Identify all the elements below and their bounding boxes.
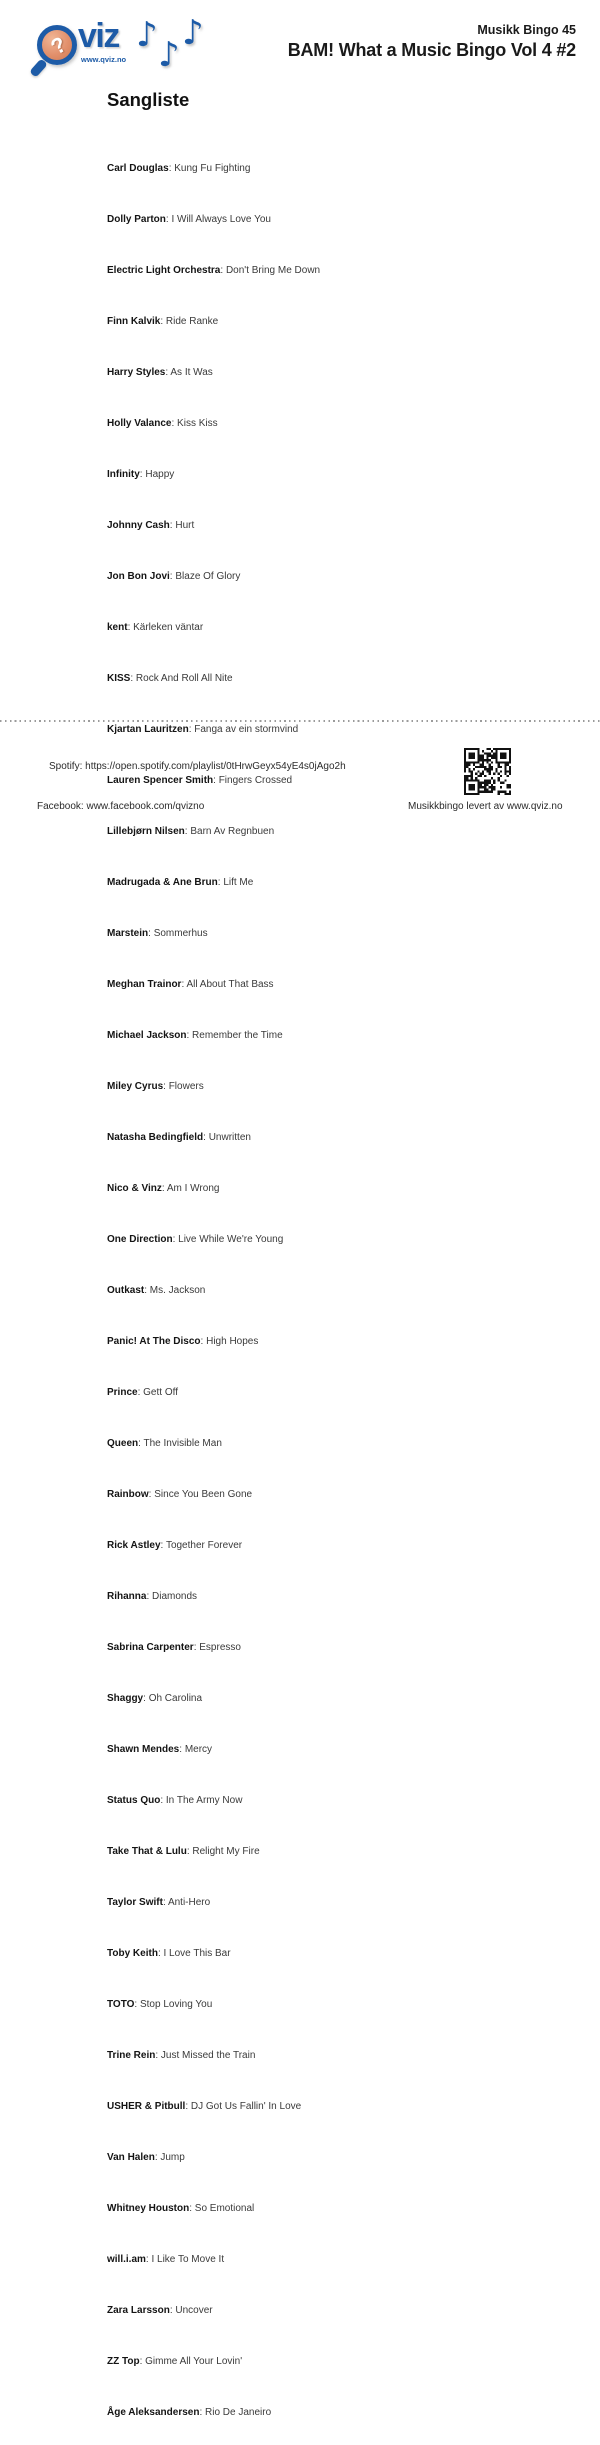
artist-name: Natasha Bedingfield bbox=[107, 1132, 204, 1143]
song-list-item bbox=[107, 2254, 320, 2267]
artist-name: USHER & Pitbull bbox=[107, 2101, 186, 2112]
song-list-item bbox=[107, 1438, 320, 1451]
song-title: Remember the Time bbox=[192, 1030, 283, 1041]
artist-song-separator: : bbox=[127, 622, 134, 633]
song-title: Gett Off bbox=[143, 1387, 178, 1398]
artist-song-separator: : bbox=[139, 2356, 146, 2367]
song-title: Since You Been Gone bbox=[154, 1489, 253, 1500]
song-title: Sommerhus bbox=[153, 928, 208, 939]
artist-name: kent bbox=[107, 622, 128, 633]
song-list-item bbox=[107, 1336, 320, 1349]
song-list-item bbox=[107, 1081, 320, 1094]
song-title: Stop Loving You bbox=[139, 1999, 213, 2010]
song-list-item bbox=[107, 571, 320, 584]
provider-label: Musikkbingo levert av www.qviz.no bbox=[408, 801, 563, 812]
song-list-item bbox=[107, 469, 320, 482]
song-title: Flowers bbox=[168, 1081, 204, 1092]
song-title: Relight My Fire bbox=[192, 1846, 260, 1857]
song-title: Anti-Hero bbox=[167, 1897, 211, 1908]
artist-name: KISS bbox=[107, 673, 131, 684]
artist-song-separator: : bbox=[169, 2305, 176, 2316]
artist-name: Carl Douglas bbox=[107, 163, 169, 174]
song-title: DJ Got Us Fallin' In Love bbox=[190, 2101, 302, 2112]
artist-song-separator: : bbox=[155, 2050, 161, 2061]
brand-url: www.qviz.no bbox=[81, 55, 127, 64]
song-title: I Like To Move It bbox=[151, 2254, 225, 2265]
song-title: Fingers Crossed bbox=[218, 775, 293, 786]
artist-song-separator: : bbox=[193, 1642, 200, 1653]
song-list-item bbox=[107, 2101, 320, 2114]
song-title: Rock And Roll All Nite bbox=[135, 673, 233, 684]
header-titles bbox=[288, 23, 576, 61]
artist-song-separator: : bbox=[160, 1795, 166, 1806]
artist-name: Rainbow bbox=[107, 1489, 149, 1500]
song-list-item bbox=[107, 418, 320, 431]
music-notes-decoration bbox=[130, 14, 220, 76]
song-list-item bbox=[107, 2305, 320, 2318]
song-title: As It Was bbox=[170, 367, 213, 378]
qr-code bbox=[464, 748, 511, 795]
artist-name: Shawn Mendes bbox=[107, 1744, 180, 1755]
artist-song-separator: : bbox=[188, 724, 195, 735]
song-title: The Invisible Man bbox=[143, 1438, 222, 1449]
song-title: Just Missed the Train bbox=[160, 2050, 256, 2061]
song-list-item bbox=[107, 265, 320, 278]
magnifier-icon bbox=[37, 25, 83, 77]
song-title: I Love This Bar bbox=[163, 1948, 231, 1959]
song-list-item bbox=[107, 622, 320, 635]
song-title: Lift Me bbox=[223, 877, 254, 888]
song-title: High Hopes bbox=[206, 1336, 259, 1347]
song-list-item bbox=[107, 1132, 320, 1145]
artist-name: Outkast bbox=[107, 1285, 145, 1296]
artist-name: Rick Astley bbox=[107, 1540, 161, 1551]
song-title: Rio De Janeiro bbox=[205, 2407, 272, 2418]
artist-name: Madrugada & Ane Brun bbox=[107, 877, 218, 888]
artist-name: Harry Styles bbox=[107, 367, 166, 378]
song-list-item bbox=[107, 1540, 320, 1553]
song-list-item bbox=[107, 775, 320, 788]
artist-song-separator: : bbox=[165, 214, 172, 225]
artist-song-separator: : bbox=[138, 1438, 144, 1449]
song-list-item bbox=[107, 724, 320, 737]
artist-name: TOTO bbox=[107, 1999, 135, 2010]
artist-song-separator: : bbox=[184, 826, 191, 837]
song-list-item bbox=[107, 1642, 320, 1655]
song-title: Kiss Kiss bbox=[177, 418, 218, 429]
song-list-item bbox=[107, 979, 320, 992]
magnifier-handle bbox=[29, 58, 48, 77]
artist-name: Meghan Trainor bbox=[107, 979, 182, 990]
song-title: Together Forever bbox=[165, 1540, 243, 1551]
music-note-icon: ♪ bbox=[182, 13, 204, 53]
song-title: Mercy bbox=[184, 1744, 213, 1755]
page-title: BAM! What a Music Bingo Vol 4 #2 bbox=[287, 40, 576, 60]
song-title: All About That Bass bbox=[186, 979, 274, 990]
song-title: Don't Bring Me Down bbox=[225, 265, 321, 276]
artist-song-separator: : bbox=[203, 1132, 209, 1143]
qviz-logo bbox=[30, 17, 140, 84]
song-title: Oh Carolina bbox=[148, 1693, 203, 1704]
song-title: Unwritten bbox=[208, 1132, 251, 1143]
artist-song-separator: : bbox=[185, 2101, 191, 2112]
song-title: I Will Always Love You bbox=[171, 214, 271, 225]
artist-name: Toby Keith bbox=[107, 1948, 158, 1959]
artist-name: Marstein bbox=[107, 928, 149, 939]
spotify-playlist-link[interactable]: Spotify: https://open.spotify.com/playlist/0tHrwGeyx54yE4s0jAgo2h bbox=[49, 761, 346, 772]
artist-song-separator: : bbox=[171, 418, 178, 429]
artist-name: Van Halen bbox=[107, 2152, 155, 2163]
artist-name: Whitney Houston bbox=[107, 2203, 190, 2214]
artist-song-separator: : bbox=[161, 1183, 167, 1194]
song-title: Blaze Of Glory bbox=[175, 571, 241, 582]
song-list-item bbox=[107, 1183, 320, 1196]
artist-name: Michael Jackson bbox=[107, 1030, 187, 1041]
dotted-cut-line bbox=[0, 720, 600, 722]
artist-name: Miley Cyrus bbox=[107, 1081, 164, 1092]
question-mark-icon: ? bbox=[46, 31, 71, 60]
artist-name: Prince bbox=[107, 1387, 138, 1398]
song-title: Kung Fu Fighting bbox=[174, 163, 251, 174]
song-list-item bbox=[107, 1591, 320, 1604]
song-list-item bbox=[107, 826, 320, 839]
artist-name: Rihanna bbox=[107, 1591, 147, 1602]
song-list-item bbox=[107, 2152, 320, 2165]
song-title: Ms. Jackson bbox=[149, 1285, 206, 1296]
song-list-item bbox=[107, 2050, 320, 2063]
song-list-item bbox=[107, 520, 320, 533]
songlist-heading: Sangliste bbox=[107, 89, 190, 110]
song-list-item bbox=[107, 1948, 320, 1961]
artist-name: Åge Aleksandersen bbox=[107, 2407, 200, 2418]
artist-song-separator: : bbox=[181, 979, 187, 990]
song-title: Uncover bbox=[175, 2305, 213, 2316]
artist-song-separator: : bbox=[160, 316, 166, 327]
artist-name: Finn Kalvik bbox=[107, 316, 161, 327]
brand-name: viz bbox=[78, 17, 119, 55]
series-label: Musikk Bingo 45 bbox=[477, 23, 576, 37]
song-list-item bbox=[107, 214, 320, 227]
artist-name: Kjartan Lauritzen bbox=[107, 724, 189, 735]
song-list-item bbox=[107, 163, 320, 176]
song-title: Fanga av ein stormvind bbox=[194, 724, 299, 735]
facebook-link[interactable]: Facebook: www.facebook.com/qvizno bbox=[37, 801, 205, 812]
artist-name: Panic! At The Disco bbox=[107, 1336, 201, 1347]
artist-song-separator: : bbox=[169, 520, 176, 531]
artist-name: Trine Rein bbox=[107, 2050, 156, 2061]
artist-song-separator: : bbox=[137, 1387, 144, 1398]
artist-name: Shaggy bbox=[107, 1693, 144, 1704]
song-list bbox=[107, 112, 320, 2445]
artist-name: Jon Bon Jovi bbox=[107, 571, 170, 582]
artist-song-separator: : bbox=[145, 2254, 152, 2265]
song-title: Barn Av Regnbuen bbox=[190, 826, 275, 837]
artist-name: Sabrina Carpenter bbox=[107, 1642, 194, 1653]
song-title: Am I Wrong bbox=[166, 1183, 220, 1194]
song-title: Ride Ranke bbox=[165, 316, 219, 327]
song-title: Happy bbox=[145, 469, 175, 480]
artist-song-separator: : bbox=[148, 1489, 155, 1500]
artist-song-separator: : bbox=[154, 2152, 161, 2163]
artist-song-separator: : bbox=[220, 265, 226, 276]
artist-song-separator: : bbox=[186, 1030, 193, 1041]
song-list-item bbox=[107, 316, 320, 329]
artist-name: Queen bbox=[107, 1438, 139, 1449]
artist-name: Lauren Spencer Smith bbox=[107, 775, 214, 786]
artist-name: Holly Valance bbox=[107, 418, 172, 429]
artist-song-separator: : bbox=[162, 1897, 168, 1908]
artist-song-separator: : bbox=[139, 469, 146, 480]
song-list-item bbox=[107, 2203, 320, 2216]
artist-song-separator: : bbox=[160, 1540, 166, 1551]
song-list-item bbox=[107, 1897, 320, 1910]
artist-name: Electric Light Orchestra bbox=[107, 265, 221, 276]
artist-name: Zara Larsson bbox=[107, 2305, 170, 2316]
song-title: Diamonds bbox=[152, 1591, 198, 1602]
song-title: So Emotional bbox=[194, 2203, 255, 2214]
artist-song-separator: : bbox=[200, 1336, 207, 1347]
music-note-icon: ♪ bbox=[136, 15, 158, 55]
artist-name: Nico & Vinz bbox=[107, 1183, 162, 1194]
artist-song-separator: : bbox=[168, 163, 175, 174]
song-list-item bbox=[107, 1285, 320, 1298]
artist-name: Take That & Lulu bbox=[107, 1846, 187, 1857]
song-list-item bbox=[107, 1795, 320, 1808]
song-list-item bbox=[107, 2407, 320, 2420]
artist-name: Infinity bbox=[107, 469, 140, 480]
artist-song-separator: : bbox=[213, 775, 219, 786]
song-list-item bbox=[107, 1030, 320, 1043]
artist-name: Taylor Swift bbox=[107, 1897, 163, 1908]
artist-name: Johnny Cash bbox=[107, 520, 170, 531]
artist-song-separator: : bbox=[172, 1234, 179, 1245]
song-list-item bbox=[107, 1744, 320, 1757]
song-list-item bbox=[107, 1693, 320, 1706]
artist-name: ZZ Top bbox=[107, 2356, 140, 2367]
song-title: Gimme All Your Lovin' bbox=[145, 2356, 243, 2367]
artist-name: Dolly Parton bbox=[107, 214, 166, 225]
artist-song-separator: : bbox=[165, 367, 171, 378]
song-title: In The Army Now bbox=[165, 1795, 243, 1806]
artist-song-separator: : bbox=[130, 673, 136, 684]
song-title: Jump bbox=[160, 2152, 185, 2163]
song-list-item bbox=[107, 2356, 320, 2369]
song-list-item bbox=[107, 673, 320, 686]
song-title: Live While We're Young bbox=[178, 1234, 284, 1245]
artist-song-separator: : bbox=[148, 928, 154, 939]
artist-name: Lillebjørn Nilsen bbox=[107, 826, 185, 837]
song-list-item bbox=[107, 1234, 320, 1247]
artist-song-separator: : bbox=[163, 1081, 169, 1092]
song-list-item bbox=[107, 1387, 320, 1400]
song-list-item bbox=[107, 1846, 320, 1859]
artist-song-separator: : bbox=[189, 2203, 195, 2214]
artist-song-separator: : bbox=[186, 1846, 193, 1857]
song-list-item bbox=[107, 877, 320, 890]
song-list-item bbox=[107, 367, 320, 380]
artist-song-separator: : bbox=[157, 1948, 164, 1959]
song-title: Espresso bbox=[199, 1642, 241, 1653]
magnifier-lens bbox=[37, 25, 77, 65]
artist-name: One Direction bbox=[107, 1234, 173, 1245]
artist-song-separator: : bbox=[179, 1744, 185, 1755]
artist-song-separator: : bbox=[217, 877, 224, 888]
song-list-item bbox=[107, 1489, 320, 1502]
artist-song-separator: : bbox=[143, 1693, 149, 1704]
artist-name: Status Quo bbox=[107, 1795, 161, 1806]
artist-song-separator: : bbox=[199, 2407, 206, 2418]
music-note-icon: ♪ bbox=[158, 35, 180, 75]
song-list-item bbox=[107, 1999, 320, 2012]
song-title: Hurt bbox=[175, 520, 195, 531]
song-list-item bbox=[107, 928, 320, 941]
artist-song-separator: : bbox=[144, 1285, 150, 1296]
artist-name: will.i.am bbox=[107, 2254, 146, 2265]
artist-song-separator: : bbox=[146, 1591, 153, 1602]
artist-song-separator: : bbox=[134, 1999, 140, 2010]
artist-song-separator: : bbox=[169, 571, 176, 582]
song-title: Kärleken väntar bbox=[133, 622, 204, 633]
